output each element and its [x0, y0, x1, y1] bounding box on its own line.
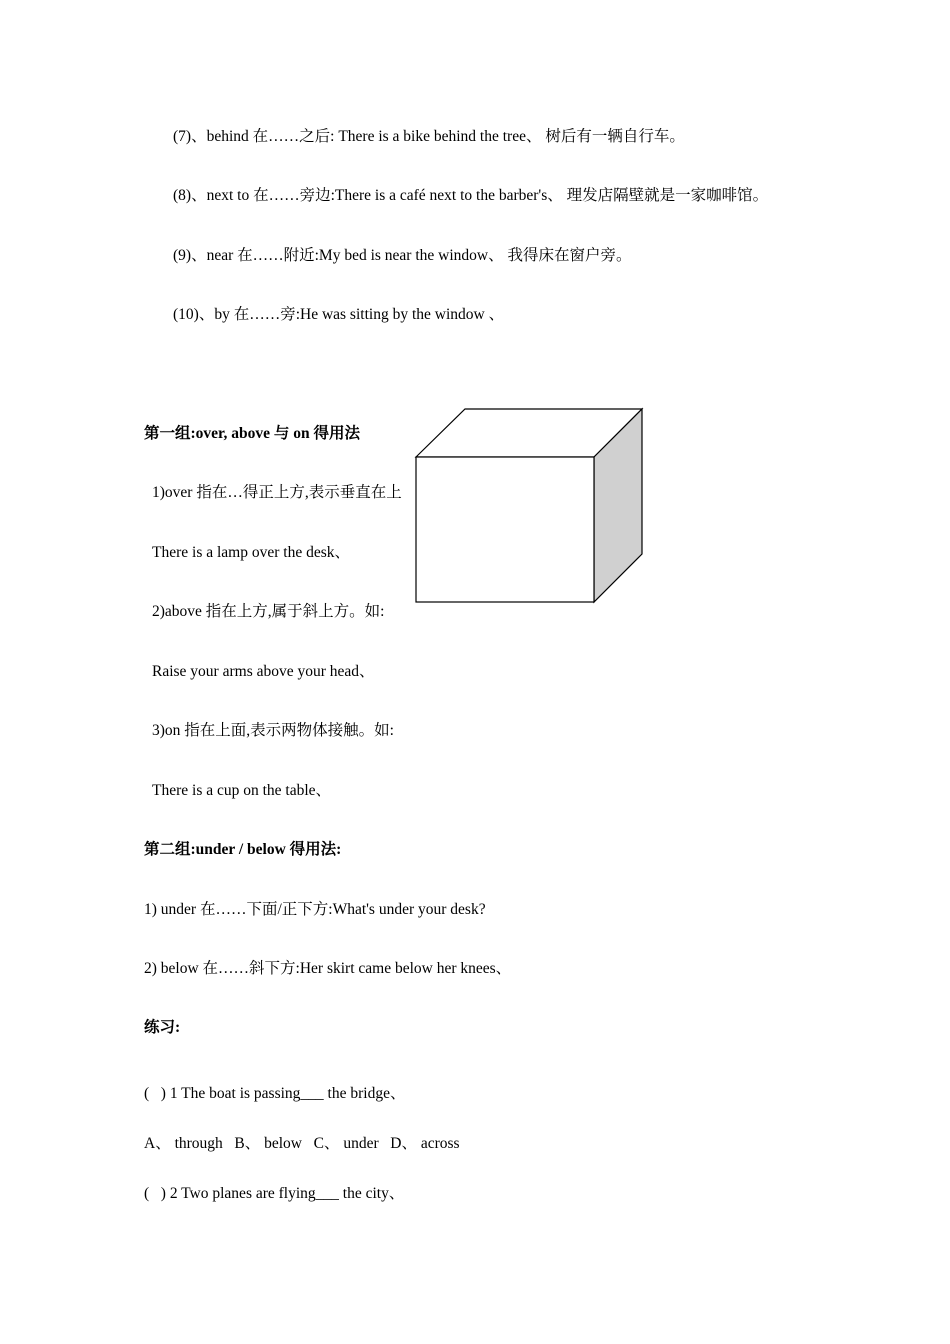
- exercise-heading: 练习:: [144, 1019, 181, 1036]
- cube-front-face: [416, 457, 594, 602]
- item-8: (8)、next to 在……旁边:There is a café next to the barber's、 理发店隔壁就是一家咖啡馆。: [173, 187, 769, 204]
- question-1-options: A、 through B、 below C、 under D、 across: [144, 1135, 460, 1152]
- on-definition: 3)on 指在上面,表示两物体接触。如:: [152, 722, 394, 739]
- question-1: ( ) 1 The boat is passing___ the bridge、: [144, 1085, 406, 1102]
- above-definition: 2)above 指在上方,属于斜上方。如:: [152, 603, 385, 620]
- under-definition: 1) under 在……下面/正下方:What's under your desk?: [144, 901, 486, 918]
- item-10: (10)、by 在……旁:He was sitting by the window 、: [173, 306, 505, 323]
- item-9: (9)、near 在……附近:My bed is near the window、 我得床在窗户旁。: [173, 247, 632, 264]
- below-definition: 2) below 在……斜下方:Her skirt came below her knees、: [144, 960, 512, 977]
- group2-heading: 第二组:under / below 得用法:: [144, 841, 342, 858]
- group1-heading: 第一组:over, above 与 on 得用法: [144, 425, 360, 442]
- over-example: There is a lamp over the desk、: [152, 544, 350, 561]
- question-2: ( ) 2 Two planes are flying___ the city、: [144, 1185, 405, 1202]
- above-example: Raise your arms above your head、: [152, 663, 375, 680]
- item-7: (7)、behind 在……之后: There is a bike behind the tree、 树后有一辆自行车。: [173, 128, 685, 145]
- on-example: There is a cup on the table、: [152, 782, 332, 799]
- over-definition: 1)over 指在…得正上方,表示垂直在上: [152, 484, 402, 501]
